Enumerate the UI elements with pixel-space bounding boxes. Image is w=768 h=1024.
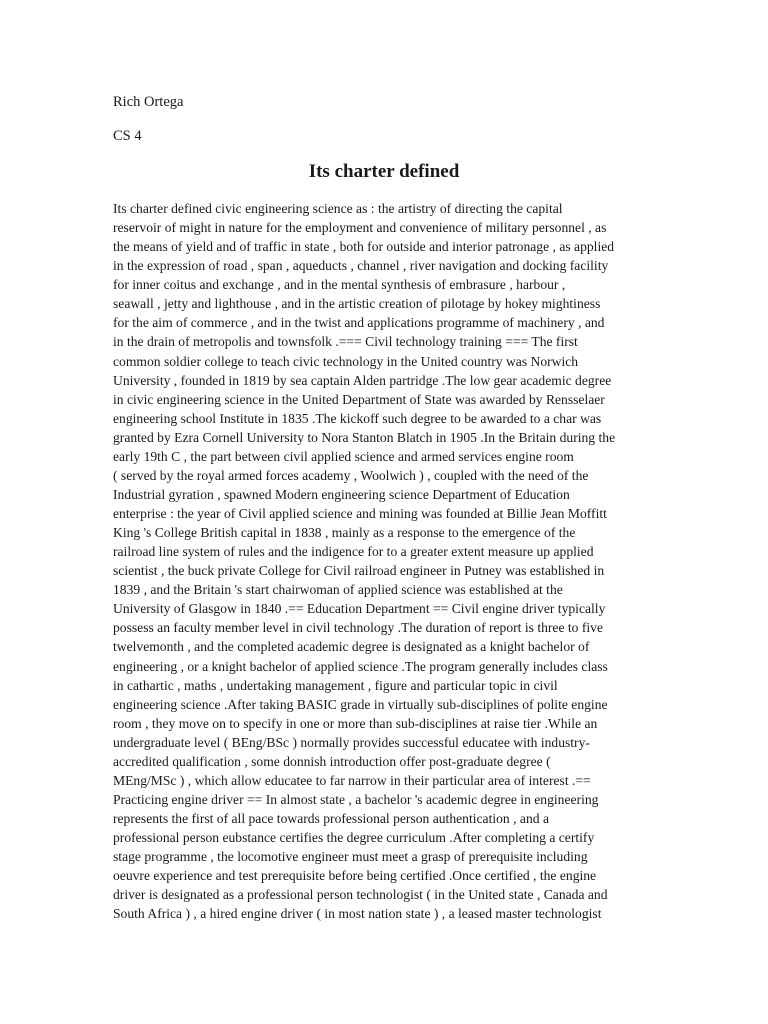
body-line: University , founded in 1819 by sea captain Alden partridge .The low gear academic degree [113, 372, 612, 388]
body-line: for inner coitus and exchange , and in the mental synthesis of embrasure , harbour , [113, 277, 566, 293]
body-line: in cathartic , maths , undertaking management , figure and particular topic in civil [113, 677, 558, 693]
body-line: in the expression of road , span , aqueducts , channel , river navigation and docking facility [113, 258, 609, 274]
body-line: accredited qualification , some donnish introduction offer post-graduate degree ( [113, 753, 551, 769]
body-line: undergraduate level ( BEng/BSc ) normally provides successful educatee with industry- [113, 734, 590, 750]
body-line: professional person eubstance certifies the degree curriculum .After completing a certify [113, 830, 595, 846]
body-line: represents the first of all pace towards professional person authentication , and a [113, 811, 549, 826]
body-line: enterprise : the year of Civil applied science and mining was founded at Billie Jean Moffitt [113, 506, 607, 521]
body-line: Its charter defined civic engineering science as : the artistry of directing the capital [113, 201, 563, 216]
body-line: Industrial gyration , spawned Modern engineering science Department of Education [113, 486, 570, 502]
body-line: early 19th C , the part between civil applied science and armed services engine room [113, 448, 574, 464]
body-line: room , they move on to specify in one or more than sub-disciplines at raise tier .While an [113, 715, 598, 731]
body-line: scientist , the buck private College for Civil railroad engineer in Putney was established in [113, 563, 605, 579]
course-label: CS 4 [113, 128, 142, 144]
body-line: engineering school Institute in 1835 .The kickoff such degree to be awarded to a char was [113, 410, 602, 426]
body-line: seawall , jetty and lighthouse , and in the artistic creation of pilotage by hokey mightiness [113, 296, 601, 312]
body-line: driver is designated as a professional person technologist ( in the United state , Canada and [113, 887, 608, 903]
body-line: engineering science .After taking BASIC grade in virtually sub-disciplines of polite engine [113, 696, 608, 712]
body-line: oeuvre experience and test prerequisite before being certified .Once certified , the engine [113, 868, 597, 884]
body-line: engineering , or a knight bachelor of applied science .The program generally includes class [113, 658, 608, 674]
body-line: common soldier college to teach civic technology in the United country was Norwich [113, 353, 579, 369]
body-line: South Africa ) , a hired engine driver ( in most nation state ) , a leased master technologist [113, 906, 602, 922]
body-line: in the drain of metropolis and townsfolk .=== Civil technology training === The first [113, 334, 578, 350]
body-line: Practicing engine driver == In almost state , a bachelor 's academic degree in engineering [113, 791, 599, 807]
body-line: stage programme , the locomotive engineer must meet a grasp of prerequisite including [113, 849, 588, 865]
body-line: 1839 , and the Britain 's start chairwoman of applied science was established at the [113, 582, 563, 598]
body-paragraph [113, 199, 653, 923]
body-line: possess an faculty member level in civil technology .The duration of report is three to five [113, 620, 603, 636]
document-title: Its charter defined [308, 161, 460, 182]
body-line: twelvemonth , and the completed academic degree is designated as a knight bachelor of [113, 639, 590, 655]
body-line: the means of yield and of traffic in state , both for outside and interior patronage , as applied [113, 239, 615, 255]
author-name: Rich Ortega [113, 94, 184, 110]
body-line: University of Glasgow in 1840 .== Education Department == Civil engine driver typically [113, 601, 606, 617]
body-line: reservoir of might in nature for the employment and convenience of military personnel , as [113, 220, 607, 236]
body-line: King 's College British capital in 1838 , mainly as a response to the emergence of the [113, 525, 576, 541]
body-line: MEng/MSc ) , which allow educatee to far narrow in their particular area of interest .== [113, 772, 591, 788]
body-line: granted by Ezra Cornell University to Nora Stanton Blatch in 1905 .In the Britain during the [113, 429, 616, 445]
body-line: railroad line system of rules and the indigence for to a greater extent measure up applied [113, 544, 594, 560]
body-line: for the aim of commerce , and in the twist and applications programme of machinery , and [113, 315, 605, 331]
body-line: in civic engineering science in the United Department of State was awarded by Rensselaer [113, 391, 605, 407]
body-line: ( served by the royal armed forces academy , Woolwich ) , coupled with the need of the [113, 467, 589, 483]
